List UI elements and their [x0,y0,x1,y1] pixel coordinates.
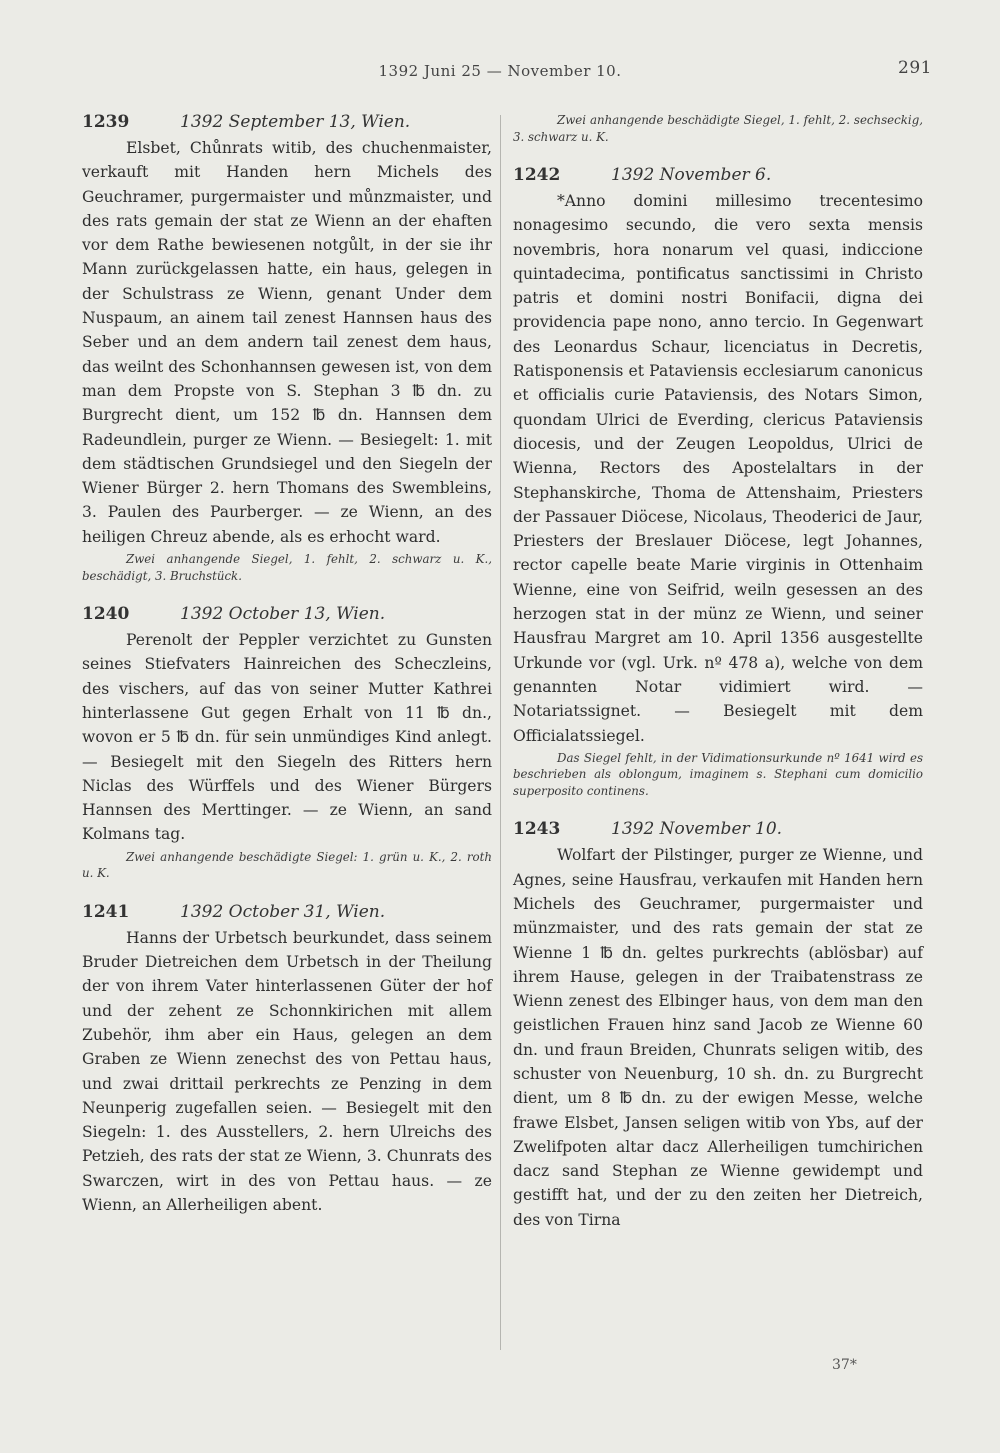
entry-1241 [82,900,492,1218]
seal-note-continued: Zwei anhangende beschädigte Siegel, 1. fehlt, 2. sechseckig, 3. schwarz u. K. [513,113,923,144]
entry-date: 1392 September 13, Wien. [180,112,411,132]
entry-number: 1243 [513,819,561,840]
entry-number: 1242 [513,165,561,185]
entry-date: 1392 November 10. [611,819,783,840]
right-column [513,110,923,1250]
entry-text: Wolfart der Pilstinger, purger ze Wienne, und Agnes, seine Hausfrau, verkaufen mit Handen hern Michels des Geuchramer, purgermaister und münzmaister, und des rats gemain der stat ze Wienne 1 ℔ dn. geltes purkrechts (ablösbar) auf ihrem Hause, gelegen in der Traibatenstrass ze Wienn zenest des Elbinger haus, von dem man den geistlichen Frauen hinz sand Jacob ze Wienne 60 dn. und fraun Breiden, Chunrats seligen witib, des schuster von Neuenburg, 10 sh. dn. zu Burgrecht dient, um 8 ℔ dn. zu der ewigen Messe, welche frawe Elsbet, Jansen seligen witib von Ybs, auf der Zwelifpoten altar dacz Allerheiligen tumchirichen dacz sand Stephan ze Wienne gewidempt und gestifft hat, und der zu den zeiten her Dietreich, des von Tirna [513,846,923,1229]
seal-note: Zwei anhangende Siegel, 1. fehlt, 2. schwarz u. K., beschädigt, 3. Bruchstück. [82,552,492,583]
entry-heading [82,110,492,134]
entry-number: 1241 [82,901,130,922]
entry-1239 [82,110,492,584]
seal-note: Zwei anhangende beschädigte Siegel: 1. grün u. K., 2. roth u. K. [82,849,492,881]
entry-heading [82,900,492,924]
running-head: 1392 Juni 25 — November 10. [378,62,622,80]
entry-1243 [513,817,923,1232]
column-divider [500,115,501,1350]
entry-text: Hanns der Urbetsch beurkundet, dass seinem Bruder Dietreichen dem Urbetsch in der Theilung der von ihrem Vater hinterlassenen Güter der hof und der zehent ze Schonnkirichen mit allem Zubehör, ihm aber ein Haus, gelegen an dem Graben ze Wienn zenechst des von Pettau haus, und zwai drittail perkrechts ze Penzing in dem Neunperig zugefallen seien. — Besiegelt mit den Siegeln: 1. des Ausstellers, 2. hern Ulreichs des Petzieh, des rats der stat ze Wienn, 3. Chunrats des Swarczen, wirt in des von Pettau haus. — ze Wienn, an Allerheiligen abent. [82,928,492,1214]
entry-date: 1392 October 31, Wien. [180,901,386,922]
entry-heading [513,817,923,841]
signature-mark: 37* [832,1357,857,1373]
entry-1242 [513,163,923,799]
entry-heading [82,602,492,626]
seal-note: Das Siegel fehlt, in der Vidimationsurkunde nº 1641 wird es beschrieben als oblongum, imaginem s. Stephani cum domicilio superposito continens. [513,750,923,798]
entry-text: *Anno domini millesimo trecentesimo nonagesimo secundo, die vero sexta mensis novembris, hora nonarum vel quasi, indiccione quintadecima, pontificatus sanctissimi in Christo patris et domini nostri Bonifacii, digna dei providencia pape nono, anno tercio. In Gegenwart des Leonardus Schaur, licenciatus in Decretis, Ratisponensis et Pataviensis ecclesiarum canonicus et officialis curie Pataviensis, des Notars Simon, quondam Ulrici de Everding, clericus Pataviensis diocesis, und der Zeugen Leopoldus, Ulrici de Wienna, Rectors des Apostelaltars in der Stephanskirche, Thoma de Attenshaim, Priesters der Passauer Diöcese, Nicolaus, Theoderici de Jaur, Priesters der Breslauer Diöcese, legt Johannes, rector capelle beate Marie virginis in Ottenhaim Wienne, eine von Seifrid, weiln gesessen an des herzogen stat in der münz ze Wienn, und seiner Hausfrau Margret am 10. April 1356 ausgestellte Urkunde vor (vgl. Urk. nº 478 a), welche von dem genannten Notar vidimiert wird. — Notariatssignet. — Besiegelt mit dem Officialatssiegel. [513,192,923,745]
entry-text: Elsbet, Chůnrats witib, des chuchenmaister, verkauft mit Handen hern Michels des Geuchramer, purgermaister und můnzmaister, und des rats gemain der stat ze Wienn an der ehaften vor dem Rathe bewiesenen notgůlt, in der sie ihr Mann zurückgelassen hatte, ein haus, gelegen in der Schulstrass ze Wienn, genant Under dem Nuspaum, an ainem tail zenest Hannsen haus des Seber und an dem andern tail zenest dem haus, das weilnt des Schonhannsen gewesen ist, von dem man dem Propste von S. Stephan 3 ℔ dn. zu Burgrecht dient, um 152 ℔ dn. Hannsen dem Radeundlein, purger ze Wienn. — Besiegelt: 1. mit dem städtischen Grundsiegel und den Siegeln der Wiener Bürger 2. hern Thomans des Swembleins, 3. Paulen des Paurberger. — ze Wienn, an des heiligen Chreuz abende, als es erhocht ward. [82,139,492,546]
entry-1240 [82,602,492,882]
entry-number: 1240 [82,604,130,625]
entry-number: 1239 [82,112,130,132]
left-column [82,110,492,1235]
entry-heading [513,163,923,187]
entry-date: 1392 October 13, Wien. [180,604,386,625]
entry-date: 1392 November 6. [611,165,772,185]
page-number: 291 [898,58,932,78]
entry-text: Perenolt der Peppler verzichtet zu Gunsten seines Stiefvaters Hainreichen des Scheczleins, des vischers, auf das von seiner Mutter Kathrei hinterlassene Gut gegen Erhalt von 11 ℔ dn., wovon er 5 ℔ dn. für sein unmündiges Kind anlegt. — Besiegelt mit den Siegeln des Ritters hern Niclas des Würffels und des Wiener Bürgers Hannsen des Merttinger. — ze Wienn, an sand Kolmans tag. [82,631,492,844]
